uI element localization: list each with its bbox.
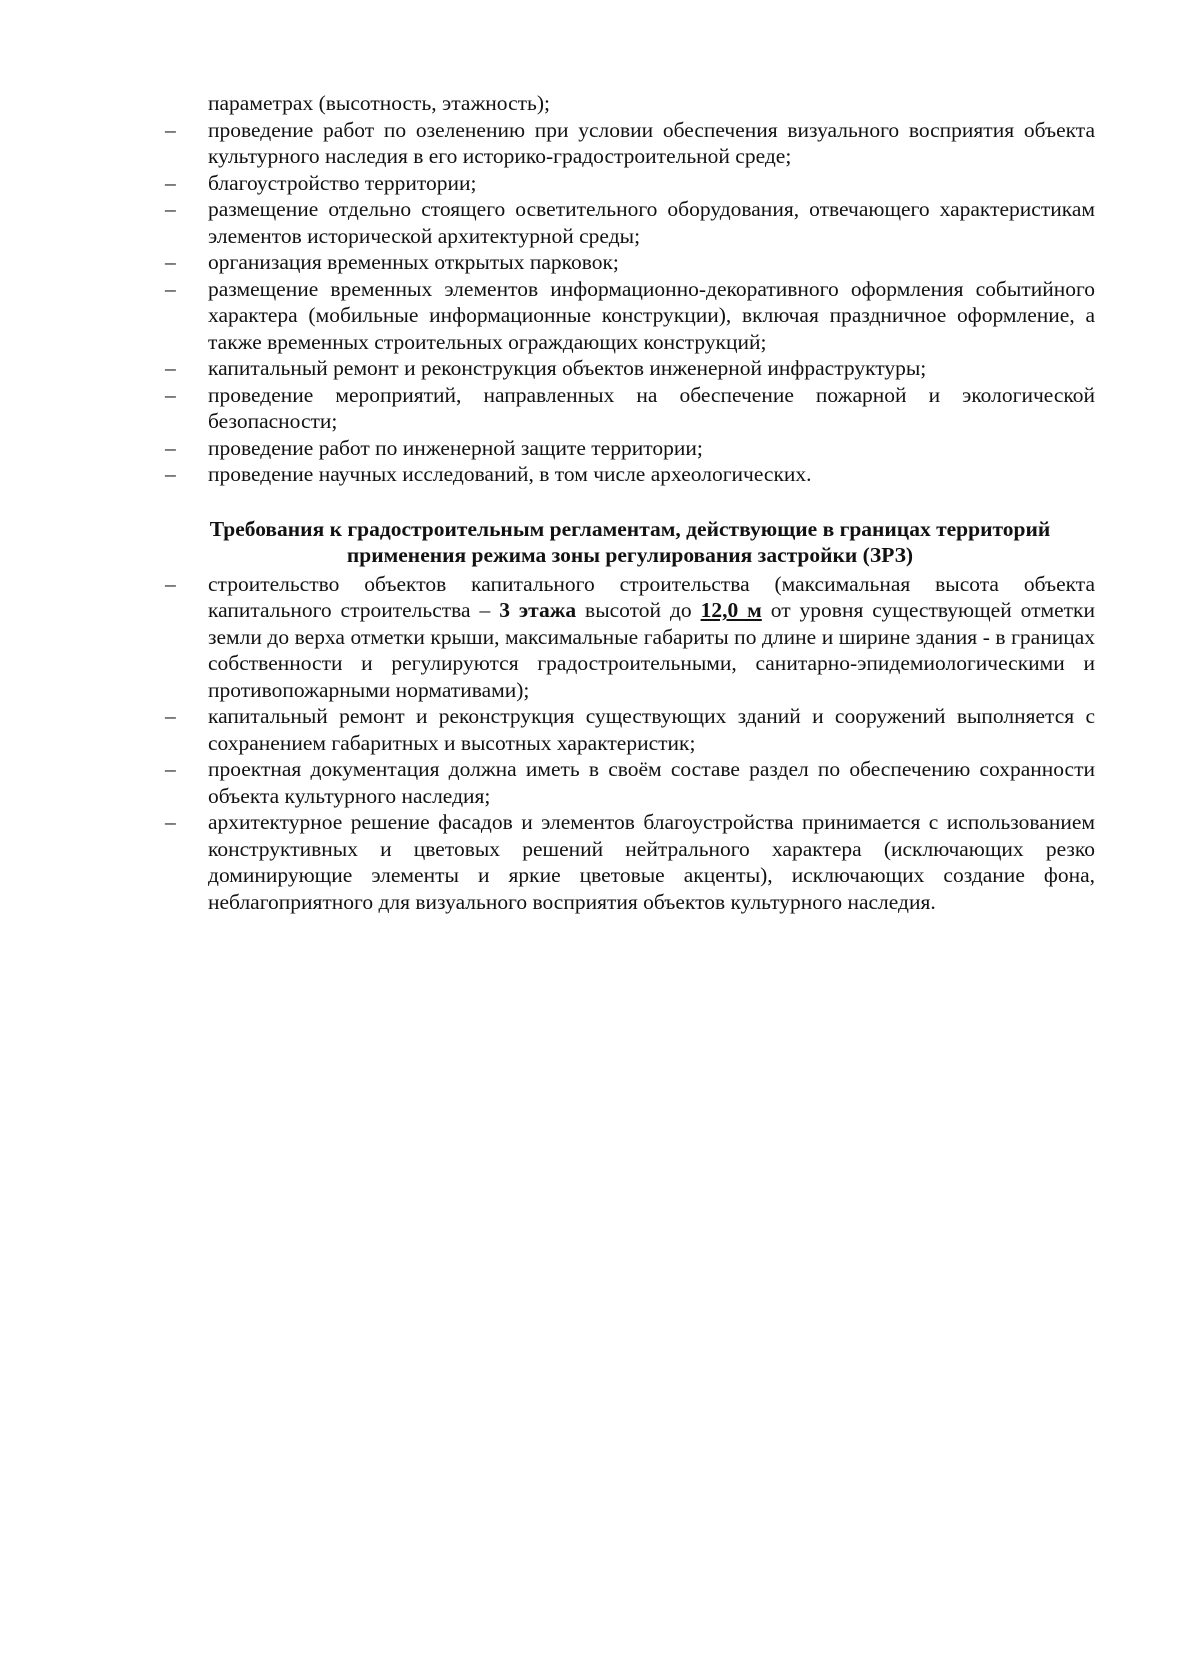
list-item-text: организация временных открытых парковок; bbox=[208, 250, 619, 274]
document-body bbox=[165, 90, 1095, 915]
construction-text-part2: высотой до bbox=[576, 598, 701, 622]
list-item bbox=[165, 355, 1095, 382]
list-item bbox=[165, 117, 1095, 170]
list-item-text: проведение научных исследований, в том числе археологических. bbox=[208, 462, 812, 486]
dash-bullet: – bbox=[165, 356, 176, 380]
dash-bullet: – bbox=[165, 435, 176, 460]
list-item-text: благоустройство территории; bbox=[208, 170, 477, 195]
list-item bbox=[165, 382, 1095, 435]
list-item bbox=[165, 571, 1095, 704]
zrz-requirements-list bbox=[165, 571, 1095, 916]
dash-bullet: – bbox=[165, 197, 176, 221]
dash-bullet: – bbox=[165, 117, 176, 142]
list-item bbox=[165, 249, 1095, 276]
list-item-text: размещение временных элементов информационно-декоративного оформления событийного характера (мобильные информационные конструкции), включая праздничное оформление, а также временных строительных ограждающих конструкций; bbox=[208, 276, 1095, 354]
list-item-text: проведение работ по озеленению при условии обеспечения визуального восприятия объекта культурного наследия в его историко-градостроительной среде; bbox=[208, 117, 1095, 168]
dash-bullet: – bbox=[165, 757, 176, 781]
list-item-text: размещение отдельно стоящего осветительного оборудования, отвечающего характеристикам элементов исторической архитектурной среды; bbox=[208, 197, 1095, 248]
list-item bbox=[165, 703, 1095, 756]
list-item-text: капитальный ремонт и реконструкция существующих зданий и сооружений выполняется с сохранением габаритных и высотных характеристик; bbox=[208, 704, 1095, 755]
section-heading: Требования к градостроительным регламентам, действующие в границах территорий применения режима зоны регулирования застройки (ЗРЗ) bbox=[209, 516, 1051, 567]
list-item-text: проведение мероприятий, направленных на обеспечение пожарной и экологической безопасности; bbox=[208, 382, 1095, 433]
list-item bbox=[165, 756, 1095, 809]
max-floors-value: 3 этажа bbox=[499, 598, 577, 622]
list-item-text: капитальный ремонт и реконструкция объектов инженерной инфраструктуры; bbox=[208, 356, 927, 380]
dash-bullet: – bbox=[165, 810, 176, 834]
list-item-text: проектная документация должна иметь в своём составе раздел по обеспечению сохранности объекта культурного наследия; bbox=[208, 757, 1095, 808]
permitted-works-list bbox=[165, 117, 1095, 488]
list-item bbox=[165, 196, 1095, 249]
dash-bullet: – bbox=[165, 571, 176, 596]
list-item bbox=[165, 461, 1095, 488]
dash-bullet: – bbox=[165, 704, 176, 728]
dash-bullet: – bbox=[165, 382, 176, 407]
dash-bullet: – bbox=[165, 462, 176, 486]
dash-bullet: – bbox=[165, 276, 176, 301]
list-item bbox=[165, 276, 1095, 356]
construction-text-part3: от уровня существующей отметки земли до верха отметки крыши, максимальные габариты по длине и ширине здания - в границах собственности и регулируются градостроительными, санитарно-эпидемиологическими и противопожарными нормативами); bbox=[208, 598, 1095, 702]
list-item bbox=[165, 435, 1095, 462]
construction-text-part1: строительство объектов капитального строительства (максимальная высота объекта капитального строительства – bbox=[208, 571, 1095, 622]
list-item bbox=[165, 809, 1095, 915]
list-item-text bbox=[208, 571, 1095, 704]
continuation-text: параметрах (высотность, этажность); bbox=[208, 91, 550, 115]
list-item-text: проведение работ по инженерной защите территории; bbox=[208, 435, 703, 460]
max-height-value: 12,0 м bbox=[700, 598, 762, 622]
dash-bullet: – bbox=[165, 250, 176, 274]
list-item-text: архитектурное решение фасадов и элементов благоустройства принимается с использованием конструктивных и цветовых решений нейтрального характера (исключающих резко доминирующие элементы и яркие цветовые акценты), исключающих создание фона, неблагоприятного для визуального восприятия объектов культурного наследия. bbox=[208, 810, 1095, 914]
dash-bullet: – bbox=[165, 170, 176, 195]
list-item bbox=[165, 170, 1095, 197]
